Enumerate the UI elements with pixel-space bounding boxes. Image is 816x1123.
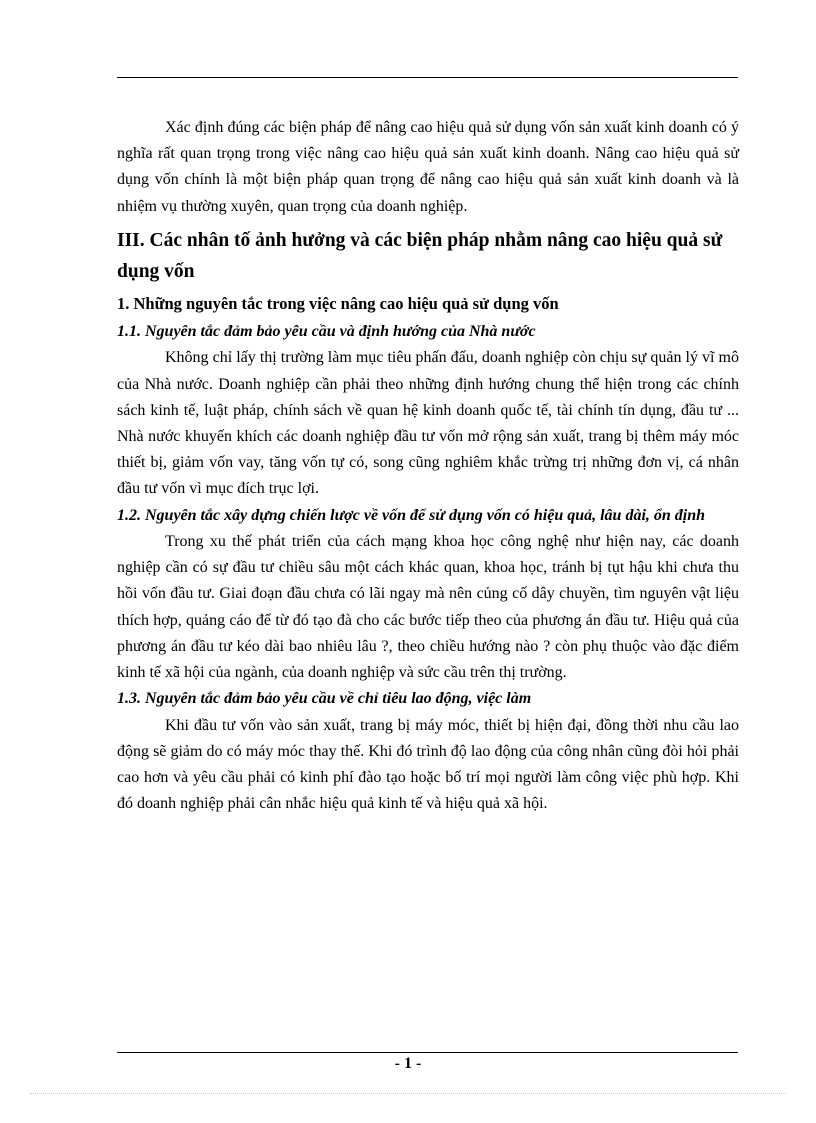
header-rule — [117, 77, 738, 78]
subheading-1-2: 1.2. Nguyên tắc xây dựng chiến lược về vốn để sử dụng vốn có hiệu quả, lâu dài, ổn định — [117, 506, 706, 524]
subheading-1-1: 1.1. Nguyên tắc đảm bảo yêu cầu và định hướng của Nhà nước — [117, 322, 536, 340]
paragraph-1-2: Trong xu thế phát triển của cách mạng khoa học công nghệ như hiện nay, các doanh nghiệp cần có sự đầu tư chiều sâu một cách khác quan, khoa học, tránh bị tụt hậu khi chưa thu hồi vốn đầu tư. Giai đoạn đầu chưa có lãi ngay mà nên củng cố dây chuyền, tìm nguyên vật liệu thích hợp, quảng cáo để từ đó tạo đà cho các bước tiếp theo của phương án đầu tư. Hiệu quả của phương án đầu tư kéo dài bao nhiêu lâu ?, theo chiều hướng nào ? còn phụ thuộc vào đặc điểm kinh tế xã hội của ngành, của doanh nghiệp và sức cầu trên thị trường. — [117, 533, 739, 682]
section-heading: III. Các nhân tố ảnh hưởng và các biện pháp nhằm nâng cao hiệu quả sử dụng vốn — [117, 229, 723, 282]
subheading-1-3: 1.3. Nguyên tắc đảm bảo yêu cầu về chỉ tiêu lao động, việc làm — [117, 690, 532, 708]
intro-paragraph: Xác định đúng các biện pháp để nâng cao hiệu quả sử dụng vốn sản xuất kinh doanh có ý nghĩa rất quan trọng trong việc nâng cao hiệu quả sản xuất kinh doanh. Nâng cao hiệu quả sử dụng vốn chính là một biện pháp quan trọng để nâng cao hiệu quả sản xuất kinh doanh và là nhiệm vụ thường xuyên, quan trọng của doanh nghiệp. — [117, 119, 739, 215]
page-boundary-dotted-line — [30, 1093, 786, 1094]
paragraph-1-1: Không chỉ lấy thị trường làm mục tiêu phấn đấu, doanh nghiệp còn chịu sự quản lý vĩ mô của Nhà nước. Doanh nghiệp cần phải theo những định hướng chung thể hiện trong các chính sách kinh tế, luật pháp, chính sách về quan hệ kinh doanh quốc tế, tài chính tín dụng, đầu tư ... Nhà nước khuyến khích các doanh nghiệp đầu tư vốn mở rộng sản xuất, trang bị thêm máy móc thiết bị, giảm vốn vay, tăng vốn tự có, song cũng nghiêm khắc trừng trị những đơn vị, cá nhân đầu tư vốn vì mục đích trục lợi. — [117, 349, 739, 498]
subheading-1: 1. Những nguyên tắc trong việc nâng cao hiệu quả sử dụng vốn — [117, 293, 559, 313]
footer-rule — [117, 1052, 738, 1053]
page-number: - 1 - — [394, 1055, 422, 1072]
document-body — [117, 115, 739, 818]
paragraph-1-3: Khi đầu tư vốn vào sản xuất, trang bị máy móc, thiết bị hiện đại, đồng thời nhu cầu lao động sẽ giảm do có máy móc thay thế. Khi đó trình độ lao động của công nhân cũng đòi hỏi phải cao hơn và yêu cầu phải có kinh phí đào tạo hoặc bố trí mọi người làm công việc phù hợp. Khi đó doanh nghiệp phải cân nhắc hiệu quả kinh tế và hiệu quả xã hội. — [117, 716, 739, 813]
